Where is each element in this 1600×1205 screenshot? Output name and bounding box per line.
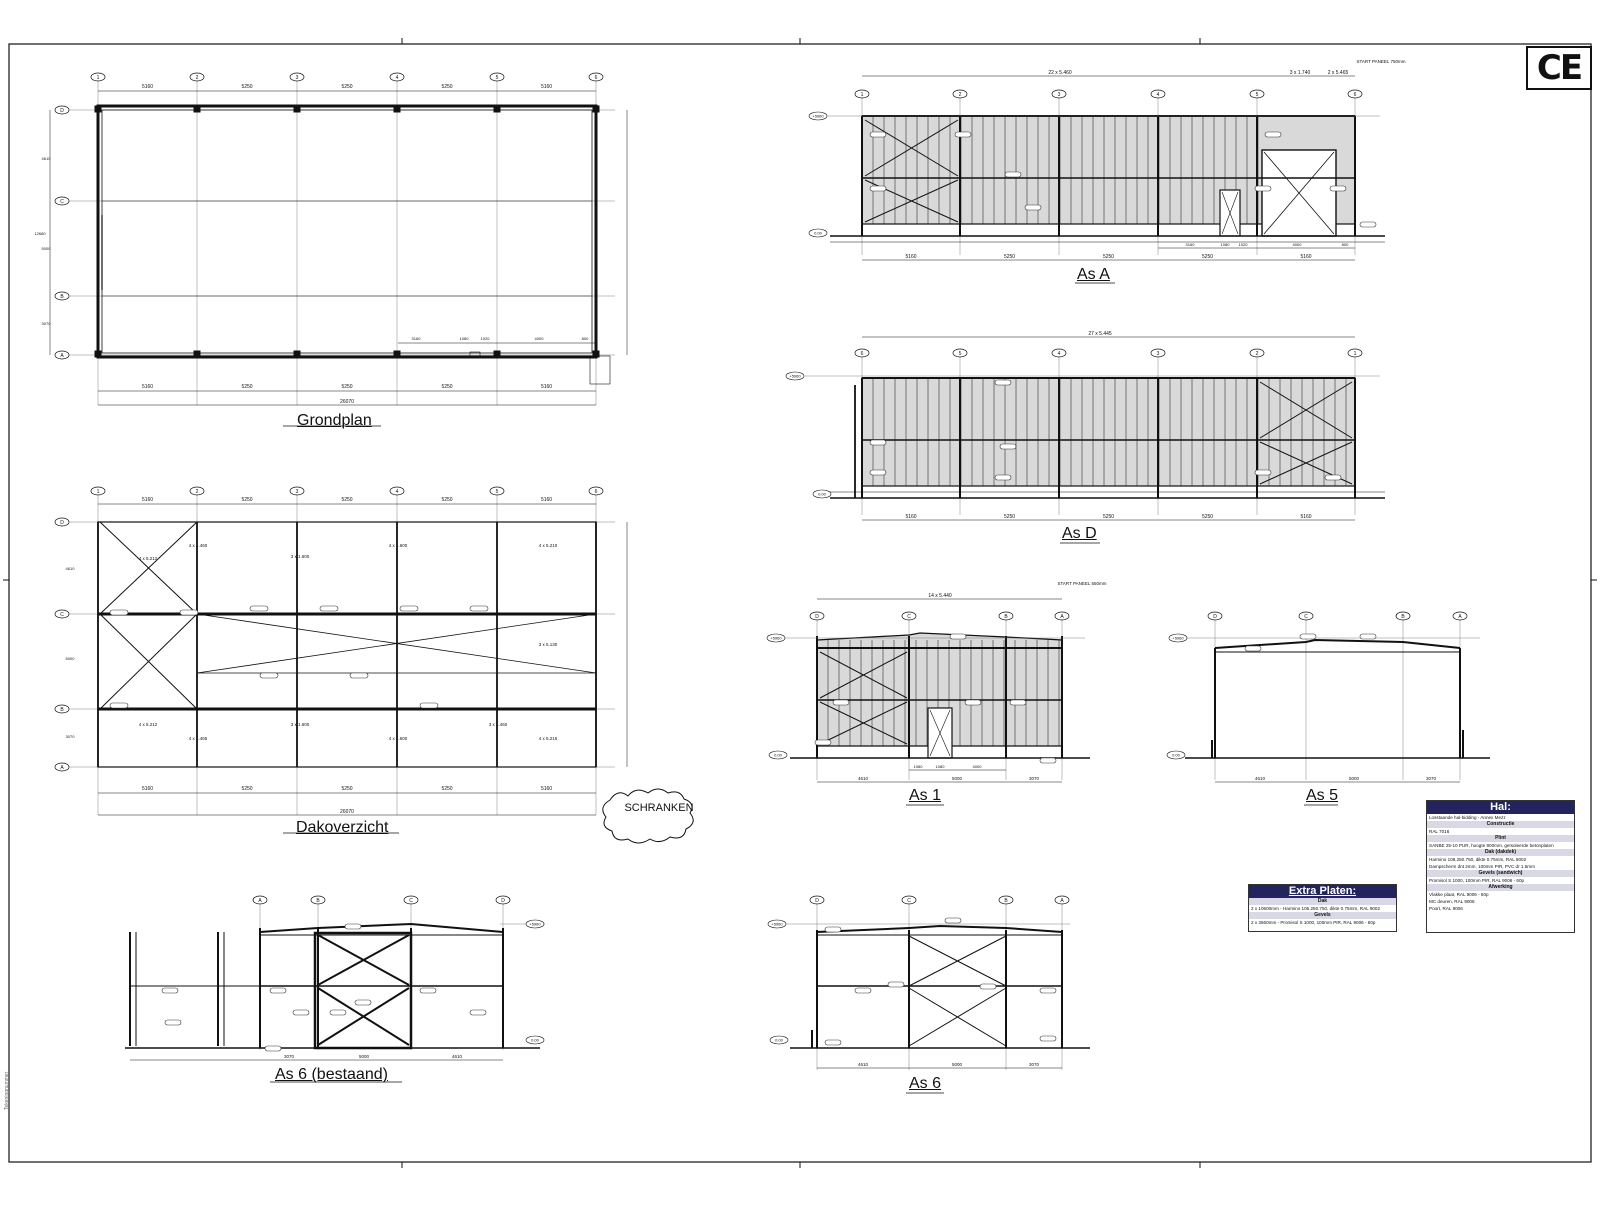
dimension-text: 3070: [1425, 776, 1437, 781]
dimension-text: 5250: [241, 786, 253, 792]
dimension-text: 800: [581, 336, 589, 341]
axis-label: C: [907, 613, 911, 620]
dimension-text: 5250: [441, 497, 453, 503]
dimension-text: 4000: [534, 336, 544, 341]
wall-cladding: [862, 378, 1355, 486]
legend-extra-heading: Dak: [1249, 898, 1396, 905]
member-tag: [350, 673, 368, 678]
dimension-text: 5250: [1201, 514, 1214, 520]
dimension-text: 4610: [451, 1054, 463, 1059]
axis-label: 6: [594, 488, 598, 495]
axis-label: 6: [1353, 91, 1357, 98]
dimension-text: 4 x 1.600: [388, 543, 408, 548]
member-tag: [1000, 444, 1016, 449]
dimension-text: 3070: [283, 1054, 295, 1059]
column: [194, 351, 200, 357]
legend-hal-heading: Constructie: [1427, 821, 1574, 828]
dimension-text: 5000: [358, 1054, 370, 1059]
legend-hal-line: Poort, RAL 9006: [1429, 906, 1463, 911]
legend-hal-heading: Dak (dakdek): [1427, 849, 1574, 856]
dimension-text: 5000: [65, 656, 75, 661]
dimension-text: 5250: [441, 384, 453, 390]
member-tag: [355, 1000, 371, 1005]
member-tag: [1010, 700, 1026, 705]
member-tag: [260, 673, 278, 678]
frame-label: Tekeningnummer: [4, 1071, 10, 1110]
legend-extra-line: 2 x 3660mm - Promisol S 1000, 100mm PIR, RAL 9006 - 60p: [1251, 920, 1376, 925]
axis-label: 2: [958, 91, 962, 98]
dimension-text: 5250: [1003, 514, 1016, 520]
member-tag: [293, 1010, 309, 1015]
level-text: +5960: [1172, 635, 1184, 641]
dimension-text: 4610: [857, 776, 869, 781]
member-tag: [945, 918, 961, 923]
column: [394, 106, 400, 112]
level-text: +5960: [812, 113, 824, 119]
level-text: +5960: [771, 921, 783, 927]
axis-label: B: [316, 897, 320, 904]
dimension-text: 4 x 5.212: [138, 556, 158, 561]
title-as-5: As 5: [1306, 787, 1339, 804]
member-tag: [870, 132, 886, 137]
dimension-text: 26070: [340, 399, 354, 405]
level-text: 0.00: [775, 1037, 783, 1043]
axis-label: C: [409, 897, 413, 904]
member-tag: [1005, 172, 1021, 177]
dimension-text: 3070: [65, 734, 75, 739]
dimension-text: 4 x 1.465: [188, 736, 208, 741]
axis-label: 2: [195, 74, 199, 81]
legend-extra-platen: [1248, 884, 1397, 932]
legend-hal-heading: Plint: [1427, 835, 1574, 842]
axis-label: 5: [958, 350, 962, 357]
member-tag: [1040, 1036, 1056, 1041]
dimension-text: 5160: [1300, 514, 1312, 520]
dimension-text: 5250: [1003, 254, 1016, 260]
title-as-d: As D: [1062, 525, 1097, 542]
axis-label: 3: [1156, 350, 1160, 357]
dimension-text: 22 x 5.460: [1048, 70, 1072, 76]
dimension-text: 3160: [1185, 242, 1195, 247]
dimension-text: 4610: [41, 156, 51, 161]
member-tag: [110, 703, 128, 708]
member-tag: [180, 610, 198, 615]
dimension-text: 12680: [34, 231, 46, 236]
member-tag: [955, 132, 971, 137]
legend-hal-heading: Gevels (sandwich): [1427, 870, 1574, 877]
axis-label: C: [907, 897, 911, 904]
legend-extra-heading: Gevels: [1249, 912, 1396, 919]
dimension-text: 3160: [411, 336, 421, 341]
title-dakoverzicht: Dakoverzicht: [296, 819, 389, 836]
axis-label: A: [258, 897, 262, 904]
legend-hal-line: RAL 7016: [1429, 829, 1450, 834]
dimension-text: 5250: [341, 497, 353, 503]
member-tag: [1255, 470, 1271, 475]
member-tag: [320, 606, 338, 611]
annex-outline: [590, 356, 610, 384]
dimension-text: 3 x 1.460: [488, 722, 508, 727]
dimension-text: 5250: [341, 84, 353, 90]
dimension-text: 5160: [540, 384, 553, 390]
axis-label: A: [1458, 613, 1462, 620]
member-tag: [265, 1046, 281, 1051]
axis-label: D: [501, 897, 505, 904]
dimension-text: 5160: [141, 786, 154, 792]
dimension-text: 3070: [1028, 1062, 1040, 1067]
axis-label: D: [815, 897, 819, 904]
dimension-text: 5250: [441, 786, 453, 792]
member-tag: [1255, 186, 1271, 191]
axis-label: 5: [495, 488, 499, 495]
axis-label: 1: [96, 74, 100, 81]
revision-cloud: [603, 789, 693, 843]
title-as-6: As 6: [909, 1075, 942, 1092]
member-tag: [420, 703, 438, 708]
rafter-line: [260, 924, 503, 932]
member-tag: [165, 1020, 181, 1025]
dimension-text: 3 x 5.130: [538, 642, 558, 647]
member-tag: [1040, 988, 1056, 993]
legend-hal-line: Dampscherm dnt 2mm, 100mm PIR, PVC dr 1.5mm: [1429, 864, 1535, 869]
dimension-text: 4000: [1292, 242, 1302, 247]
axis-label: 2: [195, 488, 199, 495]
axis-label: 1: [860, 91, 864, 98]
dimension-text: 5160: [1300, 254, 1312, 260]
dimension-text: 5160: [141, 384, 154, 390]
dimension-text: 3070: [1028, 776, 1040, 781]
axis-label: B: [1004, 613, 1008, 620]
member-tag: [995, 475, 1011, 480]
axis-label: D: [815, 613, 819, 620]
dimension-text: 1080: [459, 336, 469, 341]
dimension-text: 14 x 5.440: [928, 593, 952, 599]
member-tag: [815, 740, 831, 745]
axis-label: 4: [395, 74, 399, 81]
legend-extra-title: Extra Platen:: [1249, 885, 1396, 898]
dimension-text: 3 x 1.600: [290, 722, 310, 727]
axis-label: 5: [495, 74, 499, 81]
axis-label: 3: [295, 488, 299, 495]
member-tag: [470, 1010, 486, 1015]
member-tag: [833, 700, 849, 705]
legend-hal: [1426, 800, 1575, 933]
floor-plan-inner: [102, 110, 592, 353]
dimension-text: 4 x 5.212: [138, 722, 158, 727]
axis-label: 6: [860, 350, 864, 357]
legend-hal-line: Losstaande hal-bidding - Annex Mezz: [1429, 815, 1506, 820]
level-text: +5960: [770, 635, 782, 641]
dimension-text: 3070: [41, 321, 51, 326]
member-tag: [162, 988, 178, 993]
dimension-text: 4 x 1.460: [188, 543, 208, 548]
member-tag: [855, 988, 871, 993]
dimension-text: 4610: [857, 1062, 869, 1067]
title-as-1: As 1: [909, 787, 942, 804]
axis-label: 4: [1156, 91, 1160, 98]
dimension-text: 4000: [972, 764, 982, 769]
axis-label: 6: [594, 74, 598, 81]
roof-outline: [98, 522, 596, 767]
member-tag: [1040, 758, 1056, 763]
member-tag: [1300, 634, 1316, 639]
title-as-a: As A: [1077, 266, 1110, 283]
level-text: 0.00: [774, 752, 782, 758]
member-tag: [1025, 205, 1041, 210]
legend-hal-lines: [1427, 814, 1574, 912]
column: [95, 106, 101, 112]
dimension-text: 5250: [441, 84, 453, 90]
dimension-text: 3 x 1.600: [290, 554, 310, 559]
ce-mark: CE: [1526, 46, 1592, 90]
dimension-text: 5250: [1102, 254, 1115, 260]
level-text: 0.00: [814, 230, 822, 236]
legend-hal-title: Hal:: [1427, 801, 1574, 814]
axis-label: B: [1401, 613, 1405, 620]
axis-label: B: [60, 706, 64, 713]
dimension-text: START PANEEL 750mm: [1356, 59, 1406, 64]
dimension-text: 5250: [341, 384, 353, 390]
legend-hal-line: MC deuren, RAL 9006: [1429, 899, 1475, 904]
legend-hal-line: Promisol S 1000, 100mm PIR, RAL 9006 - 60p: [1429, 878, 1525, 883]
dimension-text: 1020: [480, 336, 490, 341]
member-tag: [420, 988, 436, 993]
member-tag: [345, 924, 361, 929]
member-tag: [870, 440, 886, 445]
dimension-text: 800: [1341, 242, 1349, 247]
column: [294, 351, 300, 357]
member-tag: [980, 984, 996, 989]
dimension-text: 3 x 1.740: [1289, 70, 1311, 76]
dimension-text: 4 x 5.210: [538, 543, 558, 548]
title-grondplan: Grondplan: [297, 412, 372, 429]
member-tag: [250, 606, 268, 611]
axis-label: 1: [1353, 350, 1357, 357]
member-tag: [870, 470, 886, 475]
dimension-text: 4 x 1.600: [388, 736, 408, 741]
axis-label: A: [60, 764, 64, 771]
level-text: 0.00: [818, 491, 826, 497]
legend-hal-line: SANBE 25-10 PUR, hoogte 800mm, geïsoleerde betonplaten: [1429, 843, 1554, 848]
dimension-text: 5250: [1201, 254, 1214, 260]
dimension-text: 1080: [913, 764, 923, 769]
rafter-line: [817, 926, 1062, 932]
legend-hal-line: Vlakke plaat, RAL 9006 - 60p: [1429, 892, 1489, 897]
member-tag: [470, 606, 488, 611]
column: [494, 351, 500, 357]
dimension-text: 5250: [1102, 514, 1115, 520]
column: [294, 106, 300, 112]
member-tag: [1360, 222, 1376, 227]
axis-label: D: [60, 107, 64, 114]
revision-cloud-label: SCHRANKEN: [624, 802, 694, 814]
dimension-text: 5250: [241, 84, 253, 90]
axis-label: 3: [295, 74, 299, 81]
axis-label: A: [1060, 613, 1064, 620]
dimension-text: 5250: [241, 497, 253, 503]
level-text: +5960: [789, 373, 801, 379]
dimension-text: 1020: [1238, 242, 1248, 247]
level-text: 0.00: [531, 1037, 539, 1043]
member-tag: [995, 380, 1011, 385]
dimension-text: 5160: [905, 514, 917, 520]
axis-label: 2: [1255, 350, 1259, 357]
column: [194, 106, 200, 112]
dimension-text: 5000: [41, 246, 51, 251]
dimension-text: 4610: [1254, 776, 1266, 781]
member-tag: [1265, 132, 1281, 137]
axis-label: 3: [1057, 91, 1061, 98]
dimension-text: 5160: [905, 254, 917, 260]
axis-label: A: [1060, 897, 1064, 904]
legend-extra-lines: [1249, 898, 1396, 926]
axis-label: 4: [395, 488, 399, 495]
dimension-text: 5000: [1348, 776, 1360, 781]
dimension-text: 5250: [241, 384, 253, 390]
member-tag: [870, 186, 886, 191]
axis-label: 4: [1057, 350, 1061, 357]
dimension-text: 5000: [951, 1062, 963, 1067]
member-tag: [950, 634, 966, 639]
dimension-text: 4 x 5.215: [538, 736, 558, 741]
dimension-text: 5160: [141, 84, 154, 90]
dimension-text: 5000: [951, 776, 963, 781]
axis-label: B: [60, 293, 64, 300]
column: [95, 351, 101, 357]
level-text: +5960: [529, 921, 541, 927]
level-text: 0.00: [1172, 752, 1180, 758]
legend-hal-heading: Afwerking: [1427, 884, 1574, 891]
legend-extra-line: 2 x 10600mm - Harmino 106.250.750, dikte 0.75mm, RAL 9002: [1251, 906, 1381, 911]
dimension-text: 5160: [540, 84, 553, 90]
member-tag: [1325, 475, 1341, 480]
dimension-text: 5160: [141, 497, 154, 503]
dimension-text: 27 x 5.445: [1088, 331, 1112, 337]
member-tag: [1360, 634, 1376, 639]
axis-label: D: [1213, 613, 1217, 620]
member-tag: [270, 988, 286, 993]
member-tag: [965, 700, 981, 705]
member-tag: [110, 610, 128, 615]
dimension-text: START PANEEL 550mm: [1057, 581, 1107, 586]
dimension-text: 1080: [935, 764, 945, 769]
member-tag: [1245, 646, 1261, 651]
axis-label: B: [1004, 897, 1008, 904]
column: [593, 106, 599, 112]
braced-bay: [315, 933, 411, 1048]
member-tag: [1330, 186, 1346, 191]
dimension-text: 26070: [340, 809, 354, 815]
axis-label: D: [60, 519, 64, 526]
member-tag: [400, 606, 418, 611]
axis-label: C: [60, 198, 64, 205]
column: [494, 106, 500, 112]
dimension-text: 1080: [1220, 242, 1230, 247]
member-tag: [825, 1040, 841, 1045]
dimension-text: 2 x 5.465: [1327, 70, 1349, 76]
column: [394, 351, 400, 357]
axis-label: C: [60, 611, 64, 618]
axis-label: 1: [96, 488, 100, 495]
axis-label: C: [1304, 613, 1308, 620]
member-tag: [330, 1010, 346, 1015]
dimension-text: 5160: [540, 786, 553, 792]
title-as-6-bestaand: As 6 (bestaand): [275, 1066, 388, 1083]
dimension-text: 5160: [540, 497, 553, 503]
floor-plan-outline: [98, 106, 596, 357]
axis-label: A: [60, 352, 64, 359]
member-tag: [825, 927, 841, 932]
dimension-text: 4610: [65, 566, 75, 571]
member-tag: [888, 982, 904, 987]
axis-label: 5: [1255, 91, 1259, 98]
dimension-text: 5250: [341, 786, 353, 792]
legend-hal-line: Harmino 106.250.750, dikte 0.75mm, RAL 9002: [1429, 857, 1527, 862]
